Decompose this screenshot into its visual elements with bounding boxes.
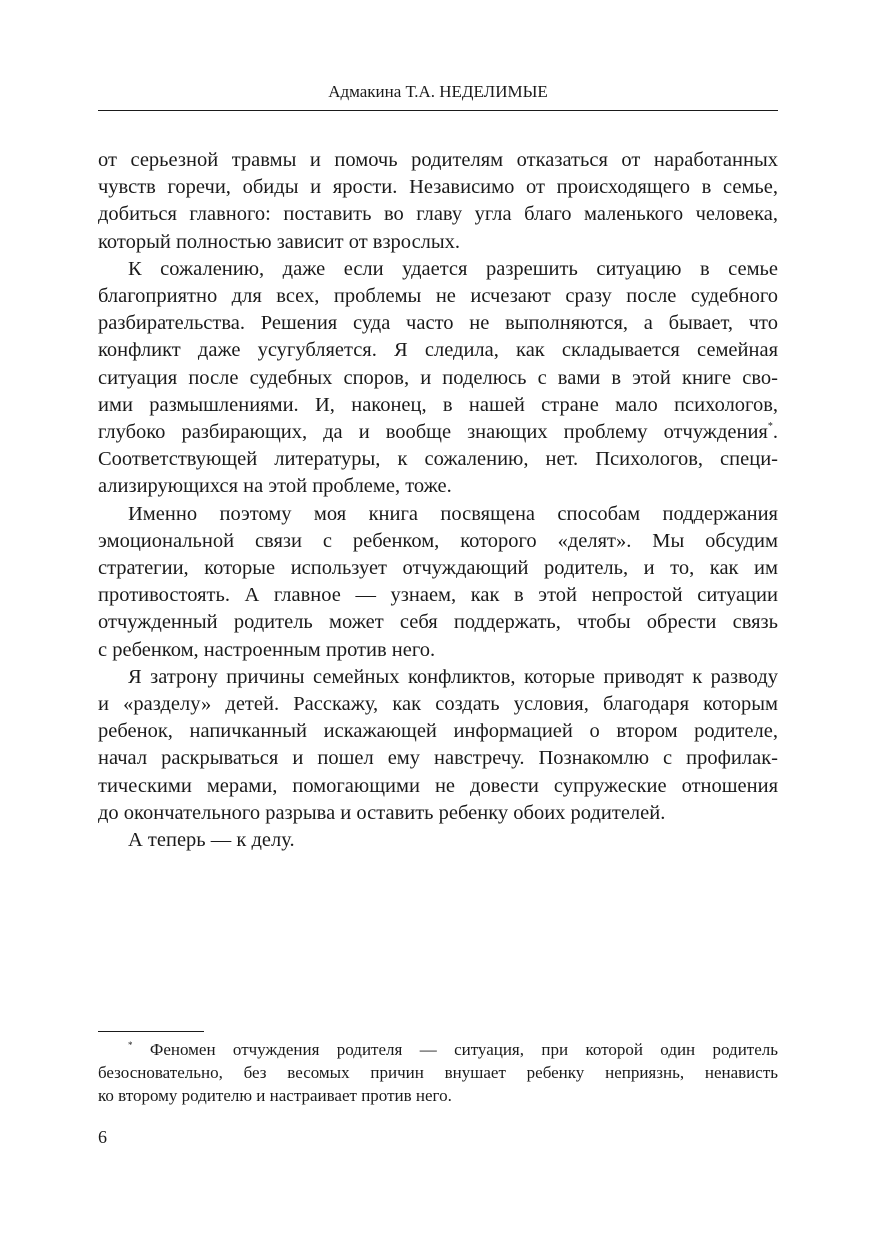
line-punctuation: . — [772, 421, 778, 444]
footnote-text: Феномен отчуждения родителя — ситуация, при которой один родитель — [149, 1040, 779, 1059]
paragraph — [98, 664, 778, 827]
text-line: Именно поэтому моя книга посвящена способам поддержания — [128, 502, 778, 525]
footnote-line: ко второму родителю и настраивает против него. — [98, 1086, 452, 1105]
footnote-separator — [98, 1031, 204, 1032]
paragraph — [98, 501, 778, 664]
text-line: тическими мерами, помогающими не довести супружеские отношения — [98, 774, 778, 797]
footnote-reference[interactable]: * — [767, 421, 773, 433]
text-line: А теперь — к делу. — [128, 829, 295, 852]
paragraph — [98, 827, 778, 854]
text-line: чувств горечи, обиды и ярости. Независимо от происходящего в семье, — [98, 176, 778, 199]
text-line: ребенок, напичканный искажающей информацией о втором родителе, — [98, 720, 778, 743]
text-line: с ребенком, настроенным против него. — [98, 638, 436, 661]
footnote-line — [98, 1038, 778, 1061]
text-line — [98, 419, 778, 446]
text-line: ализирующихся на этой проблеме, тоже. — [98, 475, 452, 498]
text-line: стратегии, которые использует отчуждающий родитель, и то, как им — [98, 557, 778, 580]
text-line: конфликт даже усугубляется. Я следила, как складывается семейная — [98, 339, 778, 362]
footnote — [98, 1038, 778, 1107]
main-text — [98, 147, 778, 854]
footnote-line: безосновательно, без весомых причин внушает ребенку неприязнь, ненависть — [98, 1063, 778, 1082]
text-line: эмоциональной связи с ребенком, которого «делят». Мы обсудим — [98, 529, 778, 552]
text-line: благоприятно для всех, проблемы не исчезают сразу после судебного — [98, 285, 778, 308]
text-line: и «разделу» детей. Расскажу, как создать условия, благодаря которым — [98, 693, 778, 716]
line-text: глубоко разбирающих, да и вообще знающих проблему отчуждения — [98, 421, 768, 444]
text-line: К сожалению, даже если удается разрешить ситуацию в семье — [128, 257, 778, 280]
text-line: Соответствующей литературы, к сожалению, нет. Психологов, специ- — [98, 448, 778, 471]
text-line: до окончательного разрыва и оставить ребенку обоих родителей. — [98, 801, 666, 824]
text-line: добиться главного: поставить во главу угла благо маленького человека, — [98, 203, 778, 226]
text-line: Я затрону причины семейных конфликтов, которые приводят к разводу — [128, 665, 778, 688]
paragraph — [98, 147, 778, 256]
header-title: Адмакина Т.А. НЕДЕЛИМЫЕ — [328, 82, 548, 101]
text-line: начал раскрываться и пошел ему навстречу. Познакомлю с профилак- — [98, 747, 778, 770]
page-number: 6 — [98, 1127, 107, 1147]
paragraph — [98, 256, 778, 501]
text-line: который полностью зависит от взрослых. — [98, 230, 461, 253]
text-line: от серьезной травмы и помочь родителям отказаться от наработанных — [98, 149, 778, 171]
text-line: ситуация после судебных споров, и поделюсь с вами в этой книге сво- — [98, 366, 778, 389]
footnote-mark: * — [128, 1040, 133, 1050]
text-line: отчужденный родитель может себя поддержать, чтобы обрести связь — [98, 611, 778, 634]
text-line: противостоять. А главное — узнаем, как в этой непростой ситуации — [98, 584, 778, 607]
text-line: ими размышлениями. И, наконец, в нашей стране мало психологов, — [98, 393, 778, 416]
text-line: разбирательства. Решения суда часто не выполняются, а бывает, что — [98, 312, 778, 335]
running-header — [98, 82, 778, 111]
